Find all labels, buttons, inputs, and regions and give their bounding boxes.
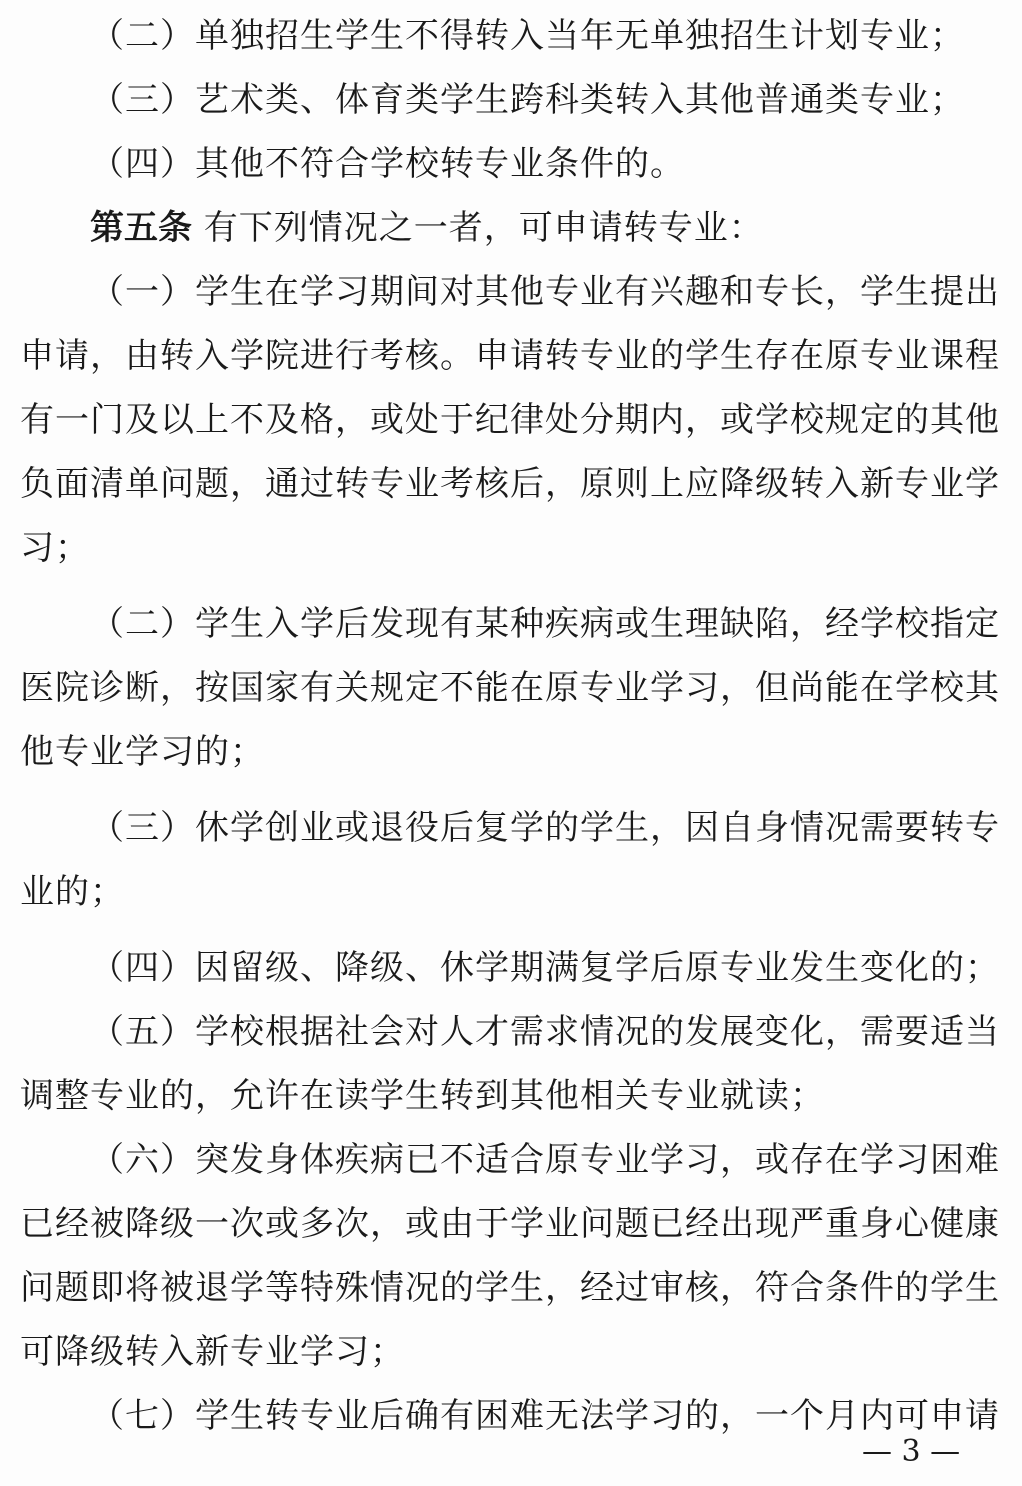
paragraph-line: 可降级转入新专业学习； xyxy=(20,1332,405,1372)
paragraph-line: 习； xyxy=(20,528,90,568)
paragraph-line: （二）学生入学后发现有某种疾病或生理缺陷，经学校指定 xyxy=(90,604,1000,644)
paragraph-line: 调整专业的，允许在读学生转到其他相关专业就读； xyxy=(20,1076,825,1116)
paragraph-line: （五）学校根据社会对人才需求情况的发展变化，需要适当 xyxy=(90,1012,1000,1052)
paragraph-line: （七）学生转专业后确有困难无法学习的，一个月内可申请 xyxy=(90,1396,1000,1436)
paragraph-line: （三）休学创业或退役后复学的学生，因自身情况需要转专 xyxy=(90,808,1000,848)
paragraph-line: 已经被降级一次或多次，或由于学业问题已经出现严重身心健康 xyxy=(20,1204,1000,1244)
paragraph-line: 申请，由转入学院进行考核。申请转专业的学生存在原专业课程 xyxy=(20,336,1000,376)
article-intro: 有下列情况之一者，可申请转专业： xyxy=(192,208,764,248)
body-text xyxy=(20,4,1000,1448)
paragraph-line: 问题即将被退学等特殊情况的学生，经过审核，符合条件的学生 xyxy=(20,1268,1000,1308)
page-number: — 3 — xyxy=(862,1434,961,1469)
clause-line: （四）其他不符合学校转专业条件的。 xyxy=(90,144,685,184)
clause-line: （二）单独招生学生不得转入当年无单独招生计划专业； xyxy=(90,16,965,56)
article-heading xyxy=(20,196,1000,260)
paragraph-line: （四）因留级、降级、休学期满复学后原专业发生变化的； xyxy=(90,948,1000,988)
clause-line: （三）艺术类、体育类学生跨科类转入其他普通类专业； xyxy=(90,80,965,120)
paragraph-line: （一）学生在学习期间对其他专业有兴趣和专长，学生提出 xyxy=(90,272,1000,312)
article-label: 第五条 xyxy=(90,208,192,248)
paragraph-line: 他专业学习的； xyxy=(20,732,265,772)
paragraph-line: 医院诊断，按国家有关规定不能在原专业学习，但尚能在学校其 xyxy=(20,668,1000,708)
paragraph-line: 有一门及以上不及格，或处于纪律处分期内，或学校规定的其他 xyxy=(20,400,1000,440)
paragraph-line: 负面清单问题，通过转专业考核后，原则上应降级转入新专业学 xyxy=(20,464,1000,504)
paragraph-line: 业的； xyxy=(20,872,125,912)
paragraph-line: （六）突发身体疾病已不适合原专业学习，或存在学习困难 xyxy=(90,1140,1000,1180)
